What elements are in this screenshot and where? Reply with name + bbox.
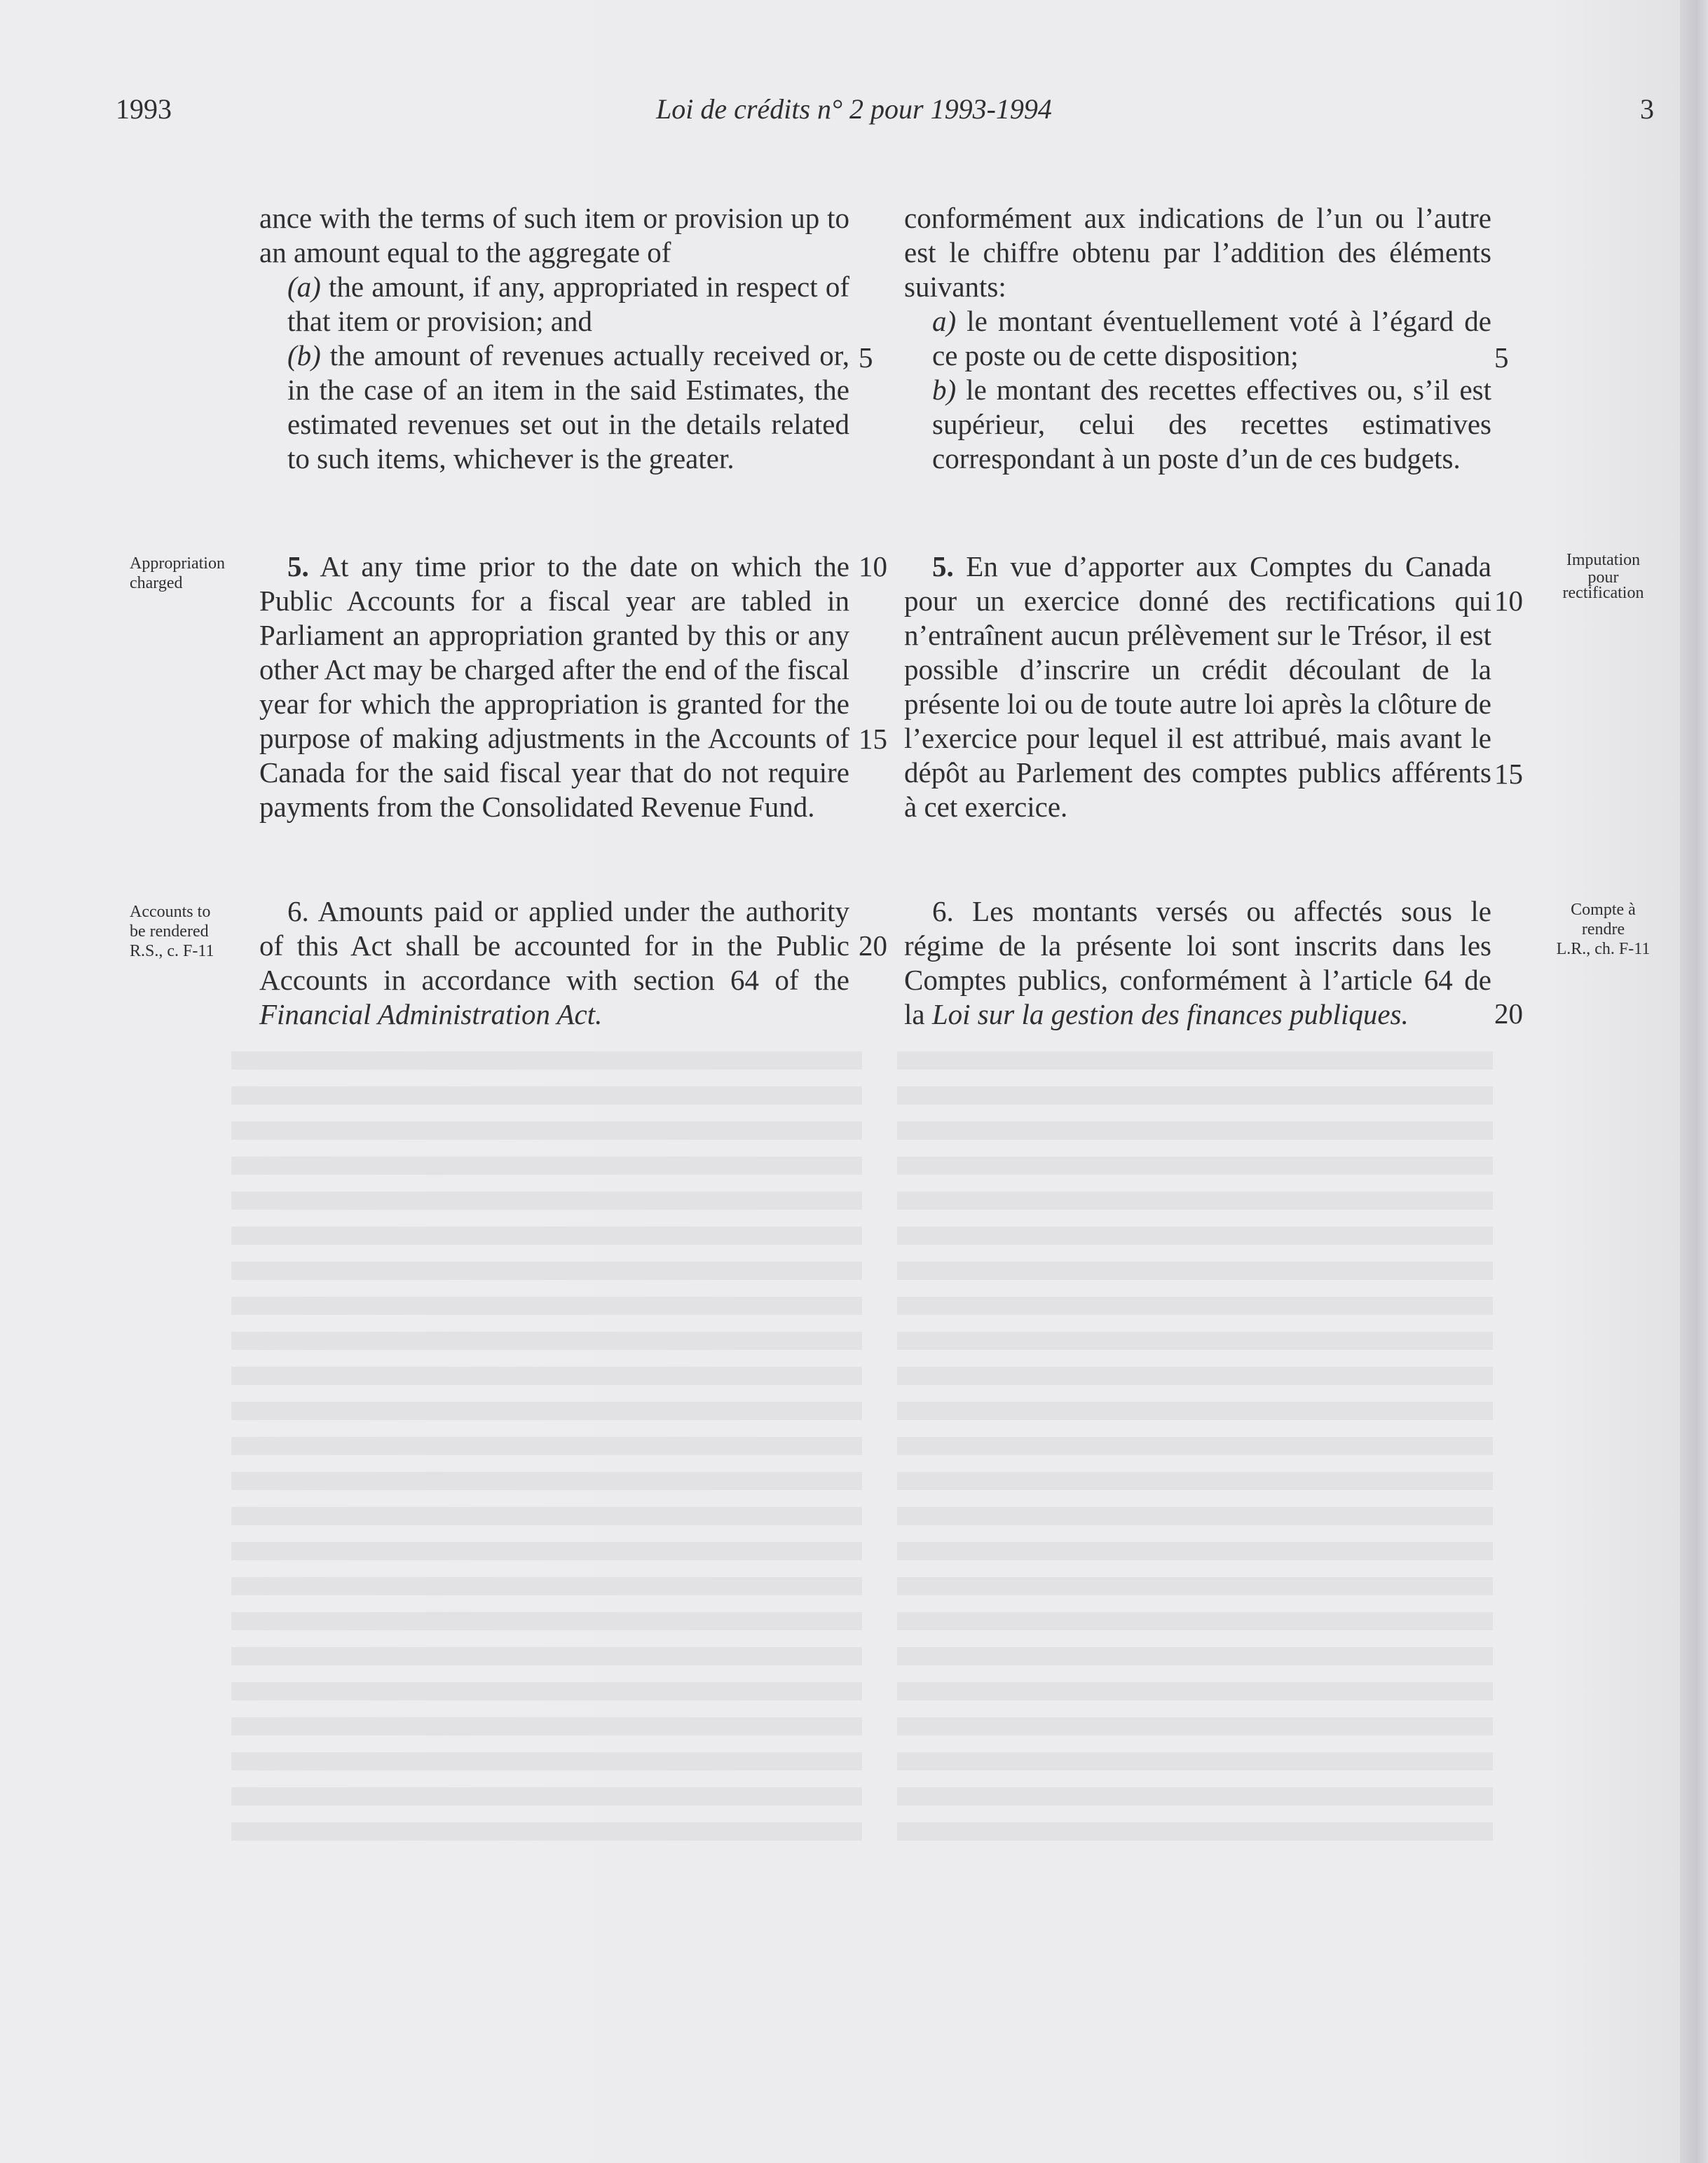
bleed-through-right — [897, 1051, 1493, 1857]
line-number: 20 — [859, 929, 887, 962]
section-5-fr — [904, 550, 1491, 824]
english-column — [259, 201, 849, 476]
page-number: 3 — [1640, 93, 1654, 125]
clause-a-fr-text: le montant éventuellement voté à l’égard de ce poste ou de cette disposition; — [932, 305, 1491, 371]
clause-b-label: (b) — [287, 339, 321, 371]
clause-a-text: the amount, if any, appropriated in respect of that item or provision; and — [287, 271, 849, 337]
marginal-note-appropriation-charged: Appropriation charged — [130, 554, 225, 592]
clause-a-fr-label: a) — [932, 305, 957, 337]
section-5-en — [259, 550, 849, 824]
line-number-fr: 15 — [1494, 758, 1523, 790]
continuation-paragraph: ance with the terms of such item or provision up to an amount equal to the aggregate of — [259, 202, 849, 268]
header-year: 1993 — [116, 93, 172, 125]
section-5-number: 5. — [287, 550, 309, 582]
line-number: 5 — [859, 341, 873, 374]
section-5-fr-text: En vue d’apporter aux Comptes du Canada pour un exercice donné des rectifications qui n’entraînent aucun prélèvement sur le Trésor, il est possible d’inscrire un crédit découlant de la présente loi ou de toute autre loi après la clôture de l’exercice pour lequel il est attribué, mais avant le dépôt au Parlement des comptes publics afférents à cet exercice. — [904, 550, 1491, 823]
section-6-act-name: Financial Administration Act. — [259, 998, 603, 1030]
clause-a-fr — [904, 304, 1491, 373]
continuation-paragraph-fr: conformément aux indications de l’un ou l’autre est le chiffre obtenu par l’addition des éléments suivants: — [904, 202, 1491, 303]
section-6-fr-act-name: Loi sur la gestion des finances publiques. — [931, 998, 1409, 1030]
marginal-note-imputation: Imputation pour rectification — [1562, 551, 1644, 602]
section-6-en — [259, 894, 849, 1032]
french-column — [904, 201, 1491, 476]
section-5-fr-number: 5. — [932, 550, 954, 582]
section-6-fr-text: Les montants versés ou affectés sous le régime de la présente loi sont inscrits dans les Comptes publics, conformément à l’article 64 de la — [904, 895, 1491, 1030]
section-6-number: 6. — [287, 895, 309, 927]
clause-b-fr-label: b) — [932, 374, 957, 406]
page-edge — [1680, 0, 1708, 2163]
clause-b — [259, 339, 849, 476]
marginal-note-accounts-to-be-rendered: Accounts to be rendered R.S., c. F-11 — [130, 903, 214, 960]
clause-a — [259, 270, 849, 339]
line-number: 10 — [859, 550, 887, 582]
marginal-note-compte-a-rendre: Compte à rendre L.R., ch. F-11 — [1556, 901, 1651, 958]
clause-a-label: (a) — [287, 271, 321, 303]
line-number: 15 — [859, 723, 887, 755]
line-number-fr: 20 — [1494, 997, 1523, 1030]
line-number-fr: 5 — [1494, 341, 1509, 374]
line-number-fr: 10 — [1494, 585, 1523, 617]
clause-b-fr — [904, 373, 1491, 476]
section-6-text: Amounts paid or applied under the authority of this Act shall be accounted for in the Public Accounts in accordance with section 64 of the — [259, 895, 849, 996]
clause-b-text: the amount of revenues actually received or, in the case of an item in the said Estimates, the estimated revenues set out in the details related to such items, whichever is the greater. — [287, 339, 849, 475]
clause-b-fr-text: le montant des recettes effectives ou, s’il est supérieur, celui des recettes estimatives correspondant à un poste d’un de ces budgets. — [932, 374, 1491, 475]
section-6-fr-number: 6. — [932, 895, 954, 927]
section-5-text: At any time prior to the date on which the Public Accounts for a fiscal year are tabled in Parliament an appropriation granted by this or any other Act may be charged after the end of the fiscal year for which the appropriation is granted for the purpose of making adjustments in the Accounts of Canada for the said fiscal year that do not require payments from the Consolidated Revenue Fund. — [259, 550, 849, 823]
bleed-through-left — [231, 1051, 862, 1857]
section-6-fr — [904, 894, 1491, 1032]
header-title: Loi de crédits n° 2 pour 1993-1994 — [656, 93, 1052, 125]
